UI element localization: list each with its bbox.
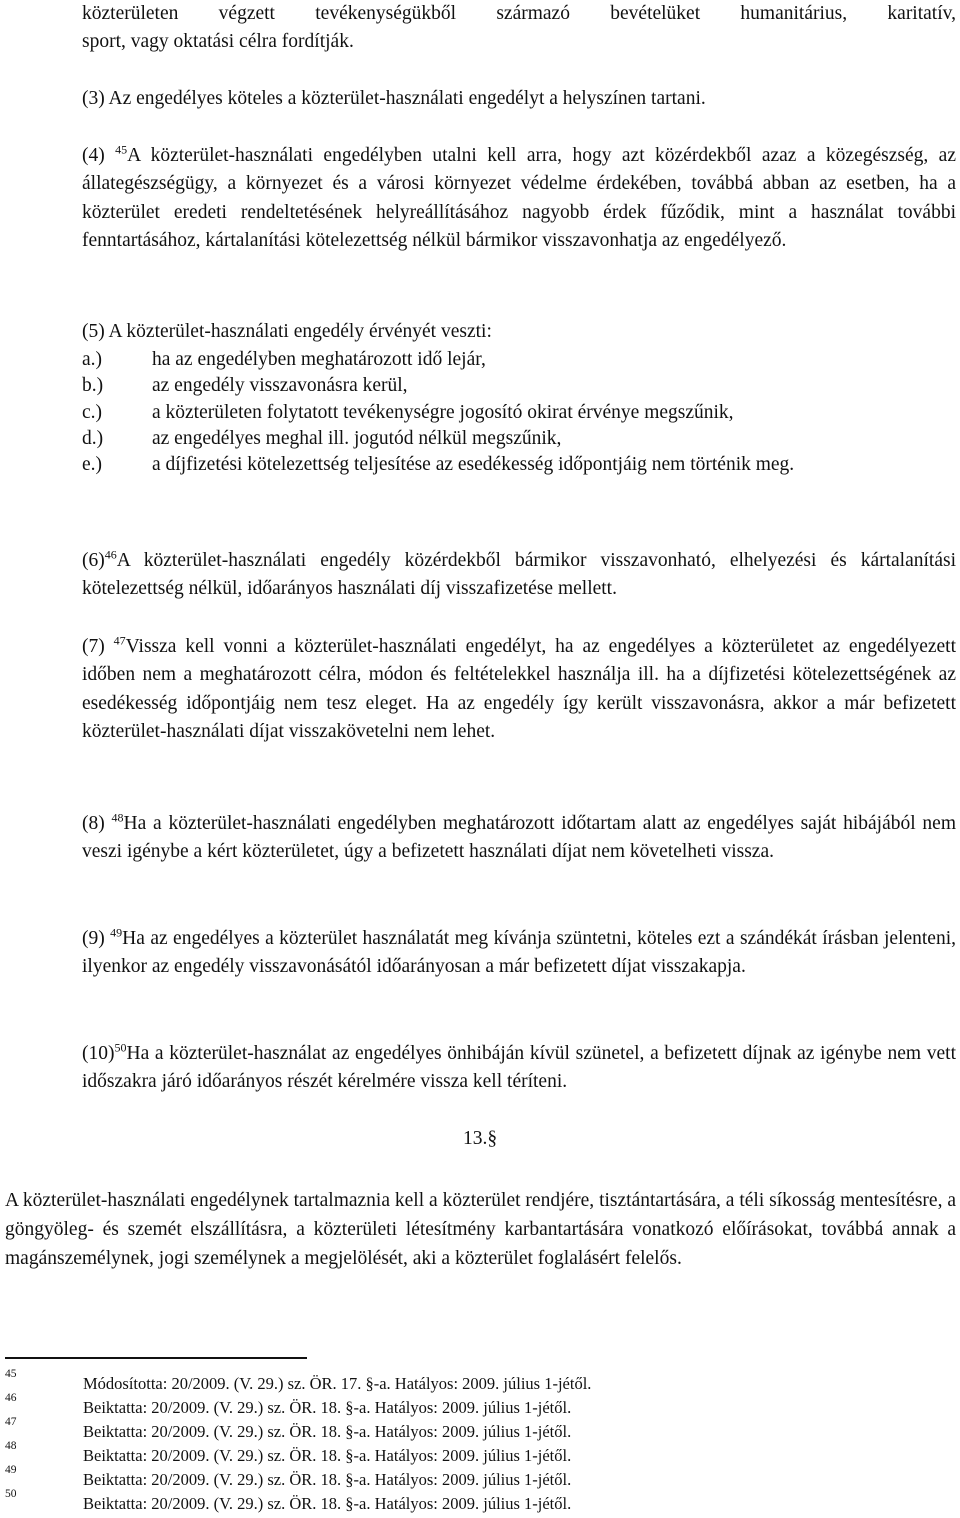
list-item-text: a díjfizetési kötelezettség teljesítése az esedékesség időpontjáig nem történik meg.: [152, 454, 795, 476]
footnote-number: 50: [5, 1488, 17, 1500]
footnote-text: Beiktatta: 20/2009. (V. 29.) sz. ÖR. 18. §-a. Hatályos: 2009. július 1-jétől.: [83, 1494, 572, 1513]
list-item-text: ha az engedélyben meghatározott idő lejár,: [152, 349, 486, 371]
paragraph-6-label: (6): [82, 550, 105, 571]
intro-paragraph: [82, 0, 956, 57]
footnote-number: 47: [5, 1416, 17, 1428]
footnote-number: 46: [5, 1392, 17, 1404]
list-item-text: az engedély visszavonásra kerül,: [152, 375, 408, 397]
footnote-number: 49: [5, 1464, 17, 1476]
paragraph-7-text: Vissza kell vonni a közterület-használati engedélyt, ha az engedélyes a közterületet az engedélyezett időben nem a meghatározott célra, módon és feltételekkel használja ill. ha a díjfizetési kötelezettségének az esedékesség időpontjáig nem tesz eleget. Ha az engedély így került visszavonásra, akkor a már befizetett közterület-használati díjat visszakövetelni nem lehet.: [82, 636, 957, 742]
list-item-label: a.): [82, 349, 103, 371]
list-item-text: a közterületen folytatott tevékenységre jogosító okirat érvénye megszűnik,: [152, 401, 734, 423]
list-item: [82, 426, 956, 452]
footnote-ref-45[interactable]: 45: [115, 142, 128, 157]
list-item-label: c.): [82, 401, 103, 423]
intro-line-2: sport, vagy oktatási célra fordítják.: [82, 31, 354, 53]
list-item-text: az engedélyes meghal ill. jogutód nélkül megszűnik,: [152, 427, 562, 449]
paragraph-4: [82, 142, 956, 255]
list-item: [82, 400, 956, 426]
footnote-49: [5, 1464, 945, 1494]
footnote-ref-48[interactable]: 48: [111, 810, 124, 825]
paragraph-10-label: (10): [82, 1043, 115, 1064]
paragraph-5: [82, 319, 956, 478]
footnote-45: [5, 1368, 945, 1398]
section-13-title: 13.§: [462, 1128, 498, 1149]
footnote-text: Beiktatta: 20/2009. (V. 29.) sz. ÖR. 18. §-a. Hatályos: 2009. július 1-jétől.: [83, 1422, 572, 1441]
footnote-ref-49[interactable]: 49: [110, 925, 123, 940]
paragraph-6: [82, 547, 956, 604]
paragraph-3: (3) Az engedélyes köteles a közterület-használati engedélyt a helyszínen tartani.: [82, 88, 706, 109]
footnote-text: Beiktatta: 20/2009. (V. 29.) sz. ÖR. 18. §-a. Hatályos: 2009. július 1-jétől.: [83, 1470, 572, 1489]
list-item: [82, 373, 956, 399]
footnote-47: [5, 1416, 945, 1446]
list-item: [82, 347, 956, 373]
footnote-50: [5, 1488, 945, 1518]
footnote-number: 48: [5, 1440, 17, 1452]
paragraph-7: [82, 633, 956, 746]
footnote-ref-47[interactable]: 47: [113, 633, 126, 648]
footnote-ref-46[interactable]: 46: [104, 547, 117, 562]
paragraph-8-text: Ha a közterület-használati engedélyben meghatározott időtartam alatt az engedélyes saját hibájából nem veszi igénybe a kért közterületet, úgy a befizetett használati díjat nem követelheti vissza.: [82, 813, 957, 863]
intro-line-1: közterületen végzett tevékenységükből származó bevételüket humanitárius, karitatív,: [82, 3, 956, 24]
paragraph-10-text: Ha a közterület-használat az engedélyes önhibáján kívül szünetel, a befizetett díjnak az igénybe nem vett időszakra járó időarányos részét kérelmére vissza kell téríteni.: [82, 1043, 956, 1093]
footnote-text: Beiktatta: 20/2009. (V. 29.) sz. ÖR. 18. §-a. Hatályos: 2009. július 1-jétől.: [83, 1446, 572, 1465]
paragraph-9: [82, 925, 956, 982]
section-13-text: A közterület-használati engedélynek tartalmaznia kell a közterület rendjére, tisztántartására, a téli síkosság mentesítésre, a göngyöleg- és szemét elszállításra, a közterületi létesítmény karbantartására vonatkozó előírásokat, továbbá annak a magánszemélynek, jogi személynek a megjelölését, aki a közterület foglalásért felelős.: [5, 1190, 956, 1270]
paragraph-8-label: (8): [82, 813, 105, 834]
paragraph-4-text: A közterület-használati engedélyben utalni kell arra, hogy azt közérdekből azaz a közegészség, az állategészségügy, a környezet és a városi környezet védelme érdekében, továbbá abban az esetben, ha a közterület eredeti rendeltetésének helyreállításához nagyobb érdek fűződik, mint a használat további fenntartásához, kártalanítási kötelezettség nélkül bármikor visszavonhatja az engedélyező.: [82, 145, 956, 251]
paragraph-7-label: (7): [82, 636, 105, 657]
list-item-label: b.): [82, 375, 104, 397]
footnote-48: [5, 1440, 945, 1470]
footnote-text: Módosította: 20/2009. (V. 29.) sz. ÖR. 17. §-a. Hatályos: 2009. július 1-jétől.: [83, 1374, 592, 1393]
footnote-ref-50[interactable]: 50: [114, 1040, 127, 1055]
list-item-label: e.): [82, 454, 103, 476]
list-item: [82, 452, 956, 478]
footnote-separator: [5, 1357, 307, 1359]
footnote-number: 45: [5, 1368, 17, 1380]
paragraph-5-heading: (5) A közterület-használati engedély érvényét veszti:: [82, 321, 492, 342]
paragraph-8: [82, 810, 956, 867]
paragraph-6-text: A közterület-használati engedély közérdekből bármikor visszavonható, elhelyezési és kártalanítási kötelezettség nélkül, időarányos használati díj visszafizetése mellett.: [82, 550, 956, 600]
paragraph-9-label: (9): [82, 928, 105, 949]
paragraph-4-label: (4): [82, 145, 105, 166]
list-item-label: d.): [82, 427, 104, 449]
paragraph-9-text: Ha az engedélyes a közterület használatát meg kívánja szüntetni, köteles ezt a szándékát írásban jelenteni, ilyenkor az engedély visszavonásától időarányosan a már befizetett díjat visszakapja.: [82, 928, 957, 978]
footnote-46: [5, 1392, 945, 1422]
footnote-text: Beiktatta: 20/2009. (V. 29.) sz. ÖR. 18. §-a. Hatályos: 2009. július 1-jétől.: [83, 1398, 572, 1417]
paragraph-10: [82, 1040, 956, 1097]
